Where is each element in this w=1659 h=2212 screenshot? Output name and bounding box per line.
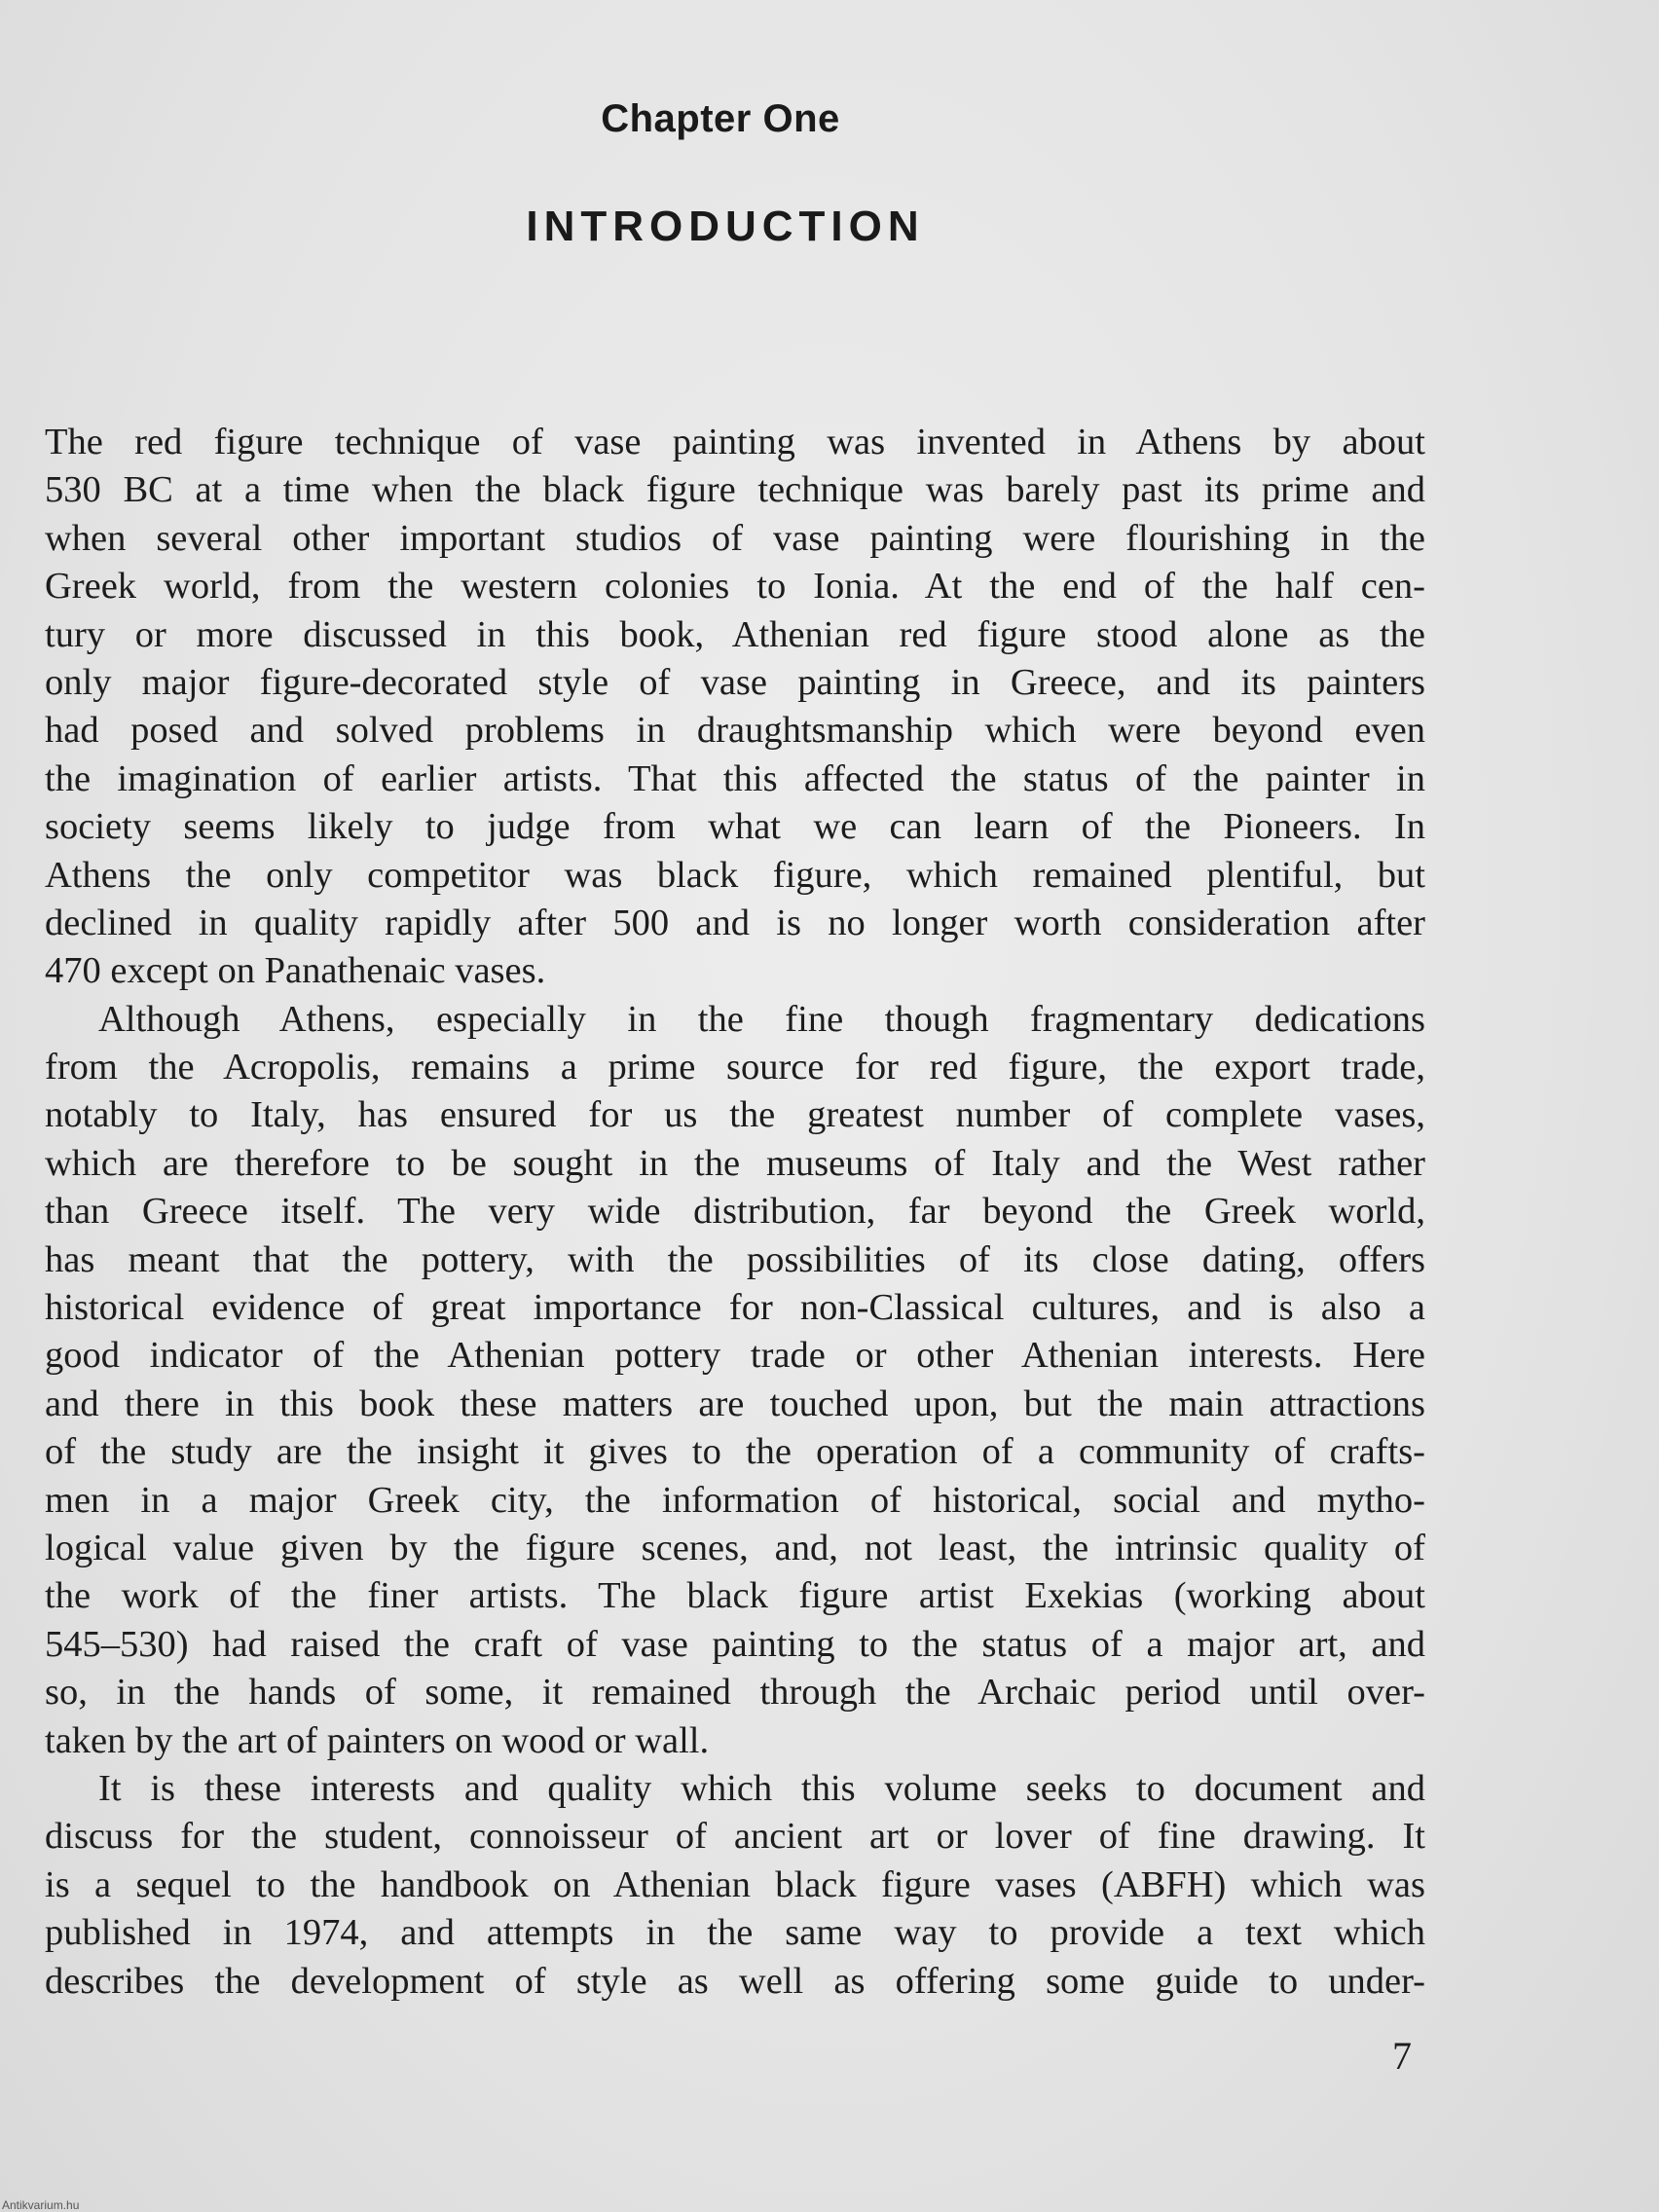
text-line: 530 BC at a time when the black figure technique was barely past its prime and bbox=[45, 469, 1425, 511]
text-line: 470 except on Panathenaic vases. bbox=[45, 950, 546, 992]
text-line: than Greece itself. The very wide distribution, far beyond the Greek world, bbox=[45, 1191, 1425, 1233]
text-line: Although Athens, especially in the fine though fragmentary dedications bbox=[98, 998, 1425, 1040]
text-line: notably to Italy, has ensured for us the greatest number of complete vases, bbox=[45, 1094, 1425, 1136]
text-line: good indicator of the Athenian pottery trade or other Athenian interests. Here bbox=[45, 1335, 1425, 1377]
text-line: taken by the art of painters on wood or wall. bbox=[45, 1719, 710, 1761]
text-line: published in 1974, and attempts in the same way to provide a text which bbox=[45, 1912, 1425, 1954]
text-line: which are therefore to be sought in the museums of Italy and the West rather bbox=[45, 1142, 1425, 1184]
text-line: The red figure technique of vase painting was invented in Athens by about bbox=[45, 422, 1425, 462]
text-line: logical value given by the figure scenes, and, not least, the intrinsic quality of bbox=[45, 1527, 1425, 1568]
text-line: discuss for the student, connoisseur of ancient art or lover of fine drawing. It bbox=[45, 1816, 1425, 1858]
text-line: It is these interests and quality which this volume seeks to document and bbox=[98, 1767, 1425, 1809]
text-line: only major figure-decorated style of vase painting in Greece, and its painters bbox=[45, 661, 1425, 703]
text-line: Athens the only competitor was black figure, which remained plentiful, but bbox=[45, 854, 1425, 896]
text-line: the work of the finer artists. The black figure artist Exekias (working about bbox=[45, 1575, 1425, 1617]
text-line: of the study are the insight it gives to the operation of a community of crafts- bbox=[45, 1431, 1425, 1473]
text-line: is a sequel to the handbook on Athenian black figure vases (ABFH) which was bbox=[45, 1863, 1425, 1905]
chapter-label: Chapter One bbox=[601, 97, 840, 140]
paragraph bbox=[45, 419, 1425, 996]
text-line: so, in the hands of some, it remained through the Archaic period until over- bbox=[45, 1672, 1425, 1714]
text-line: has meant that the pottery, with the possibilities of its close dating, offers bbox=[45, 1238, 1425, 1280]
text-line: the imagination of earlier artists. That this affected the status of the painter in bbox=[45, 757, 1425, 799]
text-line: and there in this book these matters are touched upon, but the main attractions bbox=[45, 1382, 1425, 1424]
text-line: describes the development of style as well as offering some guide to under- bbox=[45, 1960, 1425, 2002]
text-line: when several other important studios of vase painting were flourishing in the bbox=[45, 517, 1425, 559]
text-line: historical evidence of great importance for non-Classical cultures, and is also a bbox=[45, 1287, 1425, 1329]
text-line: Greek world, from the western colonies to Ionia. At the end of the half cen- bbox=[45, 566, 1425, 608]
page-number: 7 bbox=[1392, 2034, 1412, 2078]
text-line: had posed and solved problems in draughtsmanship which were beyond even bbox=[45, 710, 1425, 752]
text-line: 545–530) had raised the craft of vase painting to the status of a major art, and bbox=[45, 1623, 1425, 1665]
text-line: society seems likely to judge from what we can learn of the Pioneers. In bbox=[45, 806, 1425, 848]
chapter-title: INTRODUCTION bbox=[526, 203, 925, 250]
text-line: declined in quality rapidly after 500 and is no longer worth consideration after bbox=[45, 902, 1425, 943]
text-line: from the Acropolis, remains a prime source for red figure, the export trade, bbox=[45, 1047, 1425, 1088]
paragraph bbox=[45, 1765, 1425, 2006]
text-line: men in a major Greek city, the information of historical, social and mytho- bbox=[45, 1479, 1425, 1521]
text-line: tury or more discussed in this book, Athenian red figure stood alone as the bbox=[45, 613, 1425, 655]
watermark: Antikvarium.hu bbox=[2, 2198, 80, 2212]
body-text bbox=[45, 419, 1425, 2006]
paragraph bbox=[45, 996, 1425, 1765]
